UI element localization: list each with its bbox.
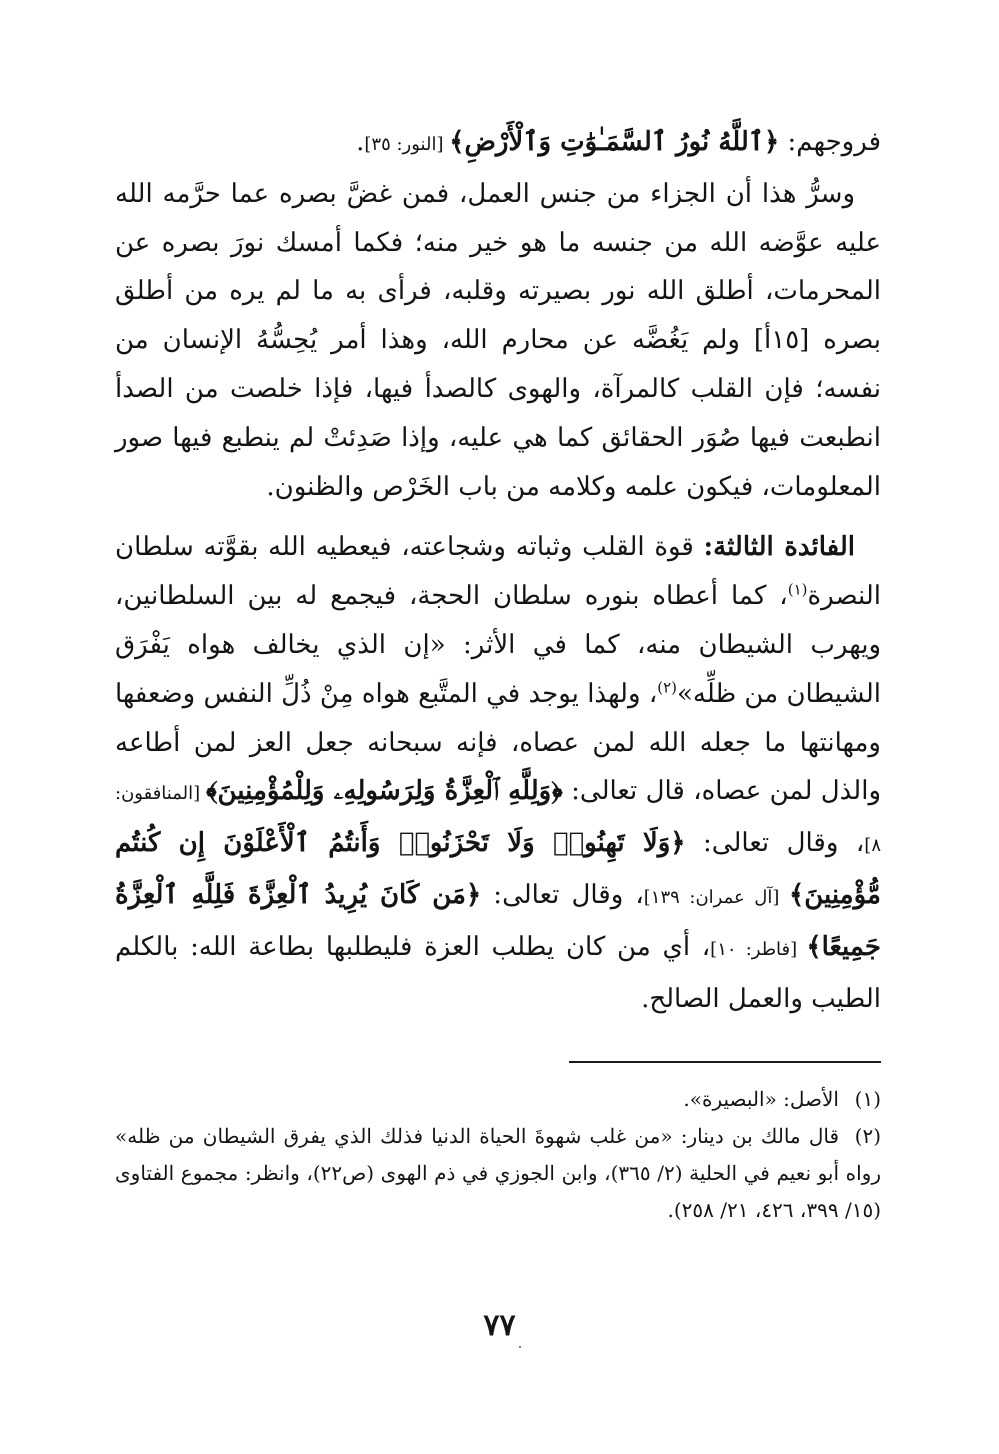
page-content <box>115 118 881 1229</box>
section-heading-third-benefit: الفائدة الثالثة: <box>703 532 855 563</box>
footnote-separator <box>569 1061 881 1063</box>
paragraph-3 <box>115 523 881 1023</box>
quran-verse-fatir: ﴿مَن كَانَ يُرِيدُ ٱلْعِزَّةَ فَلِلَّهِ ٱلْعِزَّةُ جَمِيعًا﴾ <box>115 879 881 962</box>
footnote-1-number: (١) <box>854 1087 881 1112</box>
quran-verse-al-imran: ﴿وَلَا تَهِنُوا۟ وَلَا تَحْزَنُوا۟ وَأَنتُمُ ٱلْأَعْلَوْنَ إِن كُنتُم مُّؤْمِنِينَ﴾ <box>115 828 881 910</box>
footnote-2 <box>115 1118 881 1229</box>
footnote-2-number: (٢) <box>854 1124 881 1149</box>
page-number: ٧٧ <box>483 1308 516 1343</box>
footnote-2-text: قال مالك بن دينار: «من غلب شهوةَ الحياة الدنيا فذلك الذي يفرق الشيطان من ظله» رواه أبو نعيم في الحلية (٢/ ٣٦٥)، وابن الجوزي في ذم الهوى (ص٢٢)، وانظر: مجموع الفتاوى (١٥/ ٣٩٩، ٤٢٦، ٢١/ ٢٥٨). <box>115 1124 881 1223</box>
p3-text-d: ، وقال تعالى: <box>685 828 865 859</box>
p1-end: . <box>356 127 365 157</box>
p3-text-e: ، وقال تعالى: <box>481 879 644 910</box>
verse-reference-al-imran: [آل عمران: ١٣٩] <box>643 886 789 908</box>
paragraph-1 <box>115 118 881 170</box>
verse-reference-fatir: [فاطر: ١٠] <box>710 938 807 960</box>
main-text <box>115 118 881 1023</box>
footnote-ref-1[interactable]: (١) <box>787 580 808 599</box>
quran-verse-nur: ﴿ٱللَّهُ نُورُ ٱلسَّمَـٰوَٰتِ وَٱلْأَرْضِ﴾ <box>449 127 780 157</box>
footnote-1-text: الأصل: «البصيرة». <box>683 1087 839 1112</box>
p3-text-c: ، ولهذا يوجد في المتَّبع هواه مِنْ ذُلِّ النفس وضعفها ومهانتها ما جعله الله لمن عصاه، فإنه سبحانه جعل العز لمن أطاعه والذل لمن عصاه، قال تعالى: <box>115 678 882 807</box>
p1-lead: فروجهم: <box>779 127 881 157</box>
footnotes <box>115 1081 881 1229</box>
p3-text-b: ، كما أعطاه بنوره سلطان الحجة، فيجمع له بين السلطانين، ويهرب الشيطان منه، كما في الأثر: «إن الذي يخالف هواه يَفْرَق الشيطان من ظلِّه» <box>115 581 881 709</box>
quran-verse-munafiqun: ﴿وَلِلَّهِ ٱلْعِزَّةُ وَلِرَسُولِهِۦ وَلِلْمُؤْمِنِينَ﴾ <box>205 776 563 807</box>
footnote-ref-2[interactable]: (٢) <box>657 678 677 697</box>
verse-reference-nur: [النور: ٣٥] <box>364 134 450 155</box>
footnote-1 <box>115 1081 881 1118</box>
verse-reference-munafiqun: [المنافقون: ٨] <box>115 783 881 857</box>
scan-speck <box>519 1346 521 1348</box>
p3-text-a: قوة القلب وثباته وشجاعته، فيعطيه الله بقوَّته سلطان النصرة <box>115 532 881 612</box>
paragraph-2: وسرُّ هذا أن الجزاء من جنس العمل، فمن غضَّ بصره عما حرَّمه الله عليه عوَّضه الله من جنسه ما هو خير منه؛ فكما أمسك نورَ بصره عن المحرمات، أطلق الله نور بصيرته وقلبه، فرأى به ما لم يره من أطلق بصره [١٥أ] ولم يَغُضَّه عن محارم الله، وهذا أمر يُحِسُّهُ الإنسان من نفسه؛ فإن القلب كالمرآة، والهوى كالصدأ فيها، فإذا خلصت من الصدأ انطبعت فيها صُوَر الحقائق كما هي عليه، وإذا صَدِئتْ لم ينطبع فيها صور المعلومات، فيكون علمه وكلامه من باب الخَرْص والظنون. <box>115 178 881 502</box>
p3-text-f: ، أي من كان يطلب العزة فليطلبها بطاعة الله: بالكلم الطيب والعمل الصالح. <box>115 931 881 1014</box>
